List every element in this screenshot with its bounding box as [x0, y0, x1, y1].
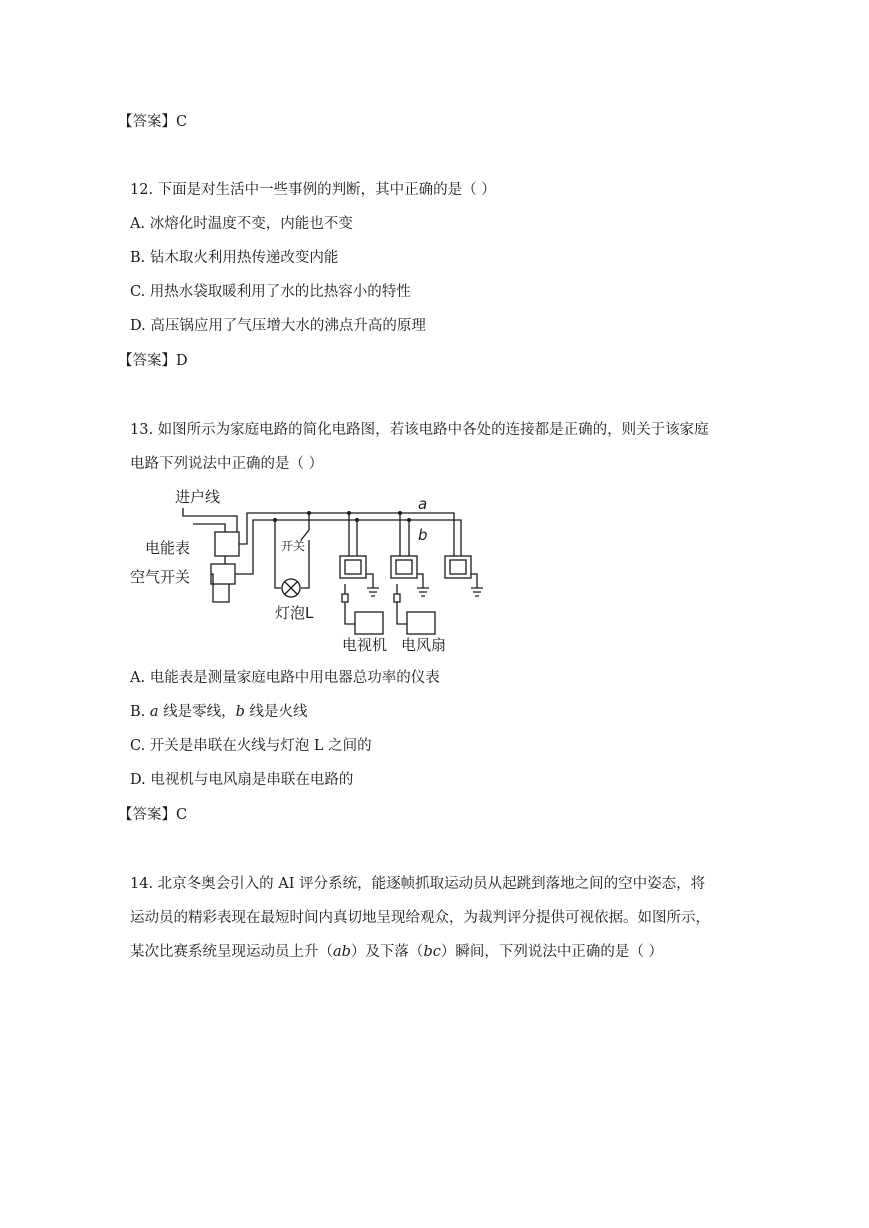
electric-meter [215, 532, 239, 556]
label-wire-b: b [418, 526, 428, 544]
q13-option-b: B. a 线是零线，b 线是火线 [130, 704, 308, 720]
question-14-line1: 14. 北京冬奥会引入的 AI 评分系统，能逐帧抓取运动员从起跳到落地之间的空中姿态，将 [130, 876, 706, 892]
label-fan: 电风扇 [401, 636, 447, 654]
socket-3 [445, 556, 471, 578]
socket-2 [391, 556, 417, 578]
label-meter: 电能表 [145, 539, 191, 557]
q13-option-c: C. 开关是串联在火线与灯泡 L 之间的 [130, 738, 372, 754]
socket-1 [340, 556, 366, 578]
answer-11: 【答案】C [118, 114, 188, 130]
circuit-diagram [125, 484, 495, 656]
question-13-stem-line2: 电路下列说法中正确的是（ ） [130, 456, 324, 472]
q13-option-a: A. 电能表是测量家庭电路中用电器总功率的仪表 [130, 670, 440, 686]
q13-option-d: D. 电视机与电风扇是串联在电路的 [130, 772, 354, 788]
question-14-line3: 某次比赛系统呈现运动员上升（ab）及下落（bc）瞬间，下列说法中正确的是（ ） [130, 944, 663, 960]
inlet-wire-bottom [193, 524, 225, 532]
question-12-stem: 12. 下面是对生活中一些事例的判断，其中正确的是（ ） [130, 182, 496, 198]
q12-option-b: B. 钻木取火利用热传递改变内能 [130, 250, 339, 266]
label-wire-a: a [418, 495, 428, 513]
fan-device [407, 612, 435, 634]
answer-12: 【答案】D [118, 353, 188, 369]
label-tv: 电视机 [342, 636, 388, 654]
q12-option-a: A. 冰熔化时温度不变，内能也不变 [130, 216, 353, 232]
label-bulb: 灯泡L [275, 604, 314, 622]
inlet-wire-top [183, 508, 237, 532]
question-13-stem-line1: 13. 如图所示为家庭电路的简化电路图，若该电路中各处的连接都是正确的，则关于该家庭 [130, 422, 709, 438]
q12-option-d: D. 高压锅应用了气压增大水的沸点升高的原理 [130, 318, 426, 334]
tv-device [355, 612, 383, 634]
answer-13: 【答案】C [118, 807, 188, 823]
label-inlet: 进户线 [175, 488, 221, 506]
q12-option-c: C. 用热水袋取暖利用了水的比热容小的特性 [130, 284, 411, 300]
question-14-line2: 运动员的精彩表现在最短时间内真切地呈现给观众，为裁判评分提供可视依据。如图所示， [130, 910, 710, 926]
label-breaker: 空气开关 [130, 568, 191, 586]
air-switch [211, 564, 235, 584]
label-switch: 开关 [281, 539, 306, 553]
